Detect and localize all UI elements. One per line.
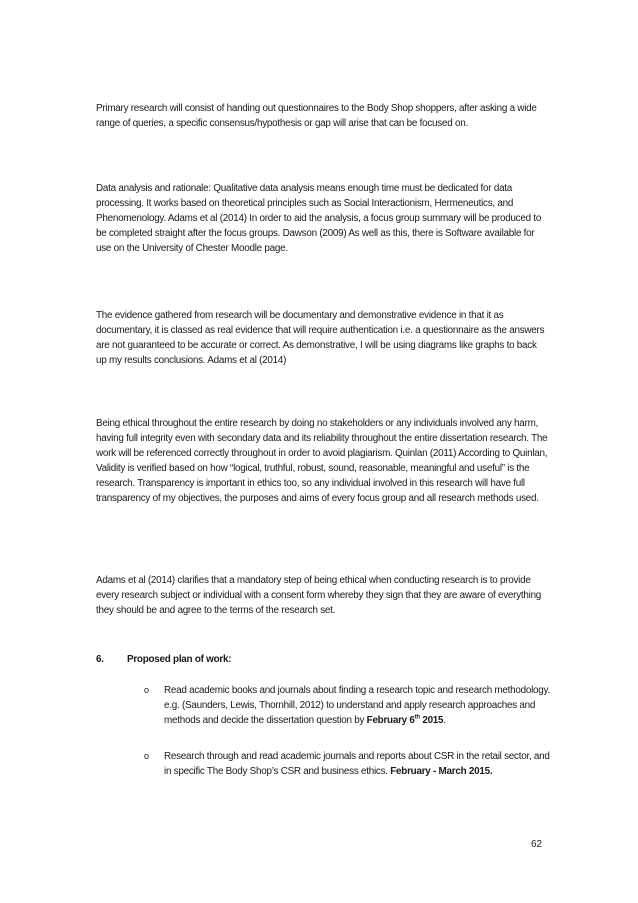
paragraph-evidence: The evidence gathered from research will be documentary and demonstrative evidence in that it as documentary, it is classed as real evidence that will require authentication i.e. a questionnaire as the answers are not guaranteed to be accurate or correct. As demonstrative, I will be using diagrams like graphs to back up my results conclusions. Adams et al (2014)	[96, 310, 545, 366]
list-item	[144, 749, 554, 779]
plan-list-2	[144, 749, 554, 779]
section-heading	[96, 652, 548, 667]
plan-list-1	[144, 683, 554, 728]
section-number: 6.	[96, 654, 104, 665]
list-item-date: February 6th 2015	[366, 714, 444, 726]
paragraph-data-analysis: Data analysis and rationale: Qualitative data analysis means enough time must be dedicated for data processing. It works based on theoretical principles such as Social Interactionism, Hermeneutics, and Phenomenology. Adams et al (2014) In order to aid the analysis, a focus group summary will be produced to be completed straight after the focus groups. Dawson (2009) As well as this, there is Software available for use on the University of Chester Moodle page.	[96, 183, 542, 254]
paragraph-primary-research: Primary research will consist of handing out questionnaires to the Body Shop shoppers, after asking a wide range of queries, a specific consensus/hypothesis or gap will arise that can be focused on.	[96, 103, 537, 129]
list-item: o Read academic books and journals about finding a research topic and research methodology. e.g. (Saunders, Lewis, Thornhill, 2012) to understand and apply research approaches and methods and decide the dissertation question by February 6th 2015.	[144, 685, 550, 726]
list-item-text: Read academic books and journals about finding a research topic and research methodology. e.g. (Saunders, Lewis, Thornhill, 2012) to understand and apply research approaches and methods and decide the dissertation question by	[164, 685, 550, 726]
page-number: 62	[531, 839, 542, 850]
bullet-icon: o	[144, 685, 149, 695]
list-item-date: February - March 2015.	[390, 766, 493, 777]
section-title: Proposed plan of work:	[127, 654, 232, 665]
paragraph-consent: Adams et al (2014) clarifies that a mandatory step of being ethical when conducting research is to provide every research subject or individual with a consent form whereby they sign that they are aware of everything they should be and agree to the terms of the research set.	[96, 575, 542, 616]
paragraph-ethics: Being ethical throughout the entire research by doing no stakeholders or any individuals involved any harm, having full integrity even with secondary data and its reliability throughout the entire dissertation research. The work will be referenced correctly throughout in order to avoid plagiarism. Quinlan (2011) According to Quinlan, Validity is verified based on how “logical, truthful, robust, sound, reasonable, meaningful and useful” is the research. Transparency is important in ethics too, so any individual involved in this research will have full transparency of my objectives, the purposes and aims of every focus group and all research methods used.	[96, 418, 548, 504]
list-item-text: Research through and read academic journals and reports about CSR in the retail sector, and in specific The Body Shop’s CSR and business ethics.	[164, 751, 550, 777]
bullet-icon: o	[144, 751, 149, 761]
